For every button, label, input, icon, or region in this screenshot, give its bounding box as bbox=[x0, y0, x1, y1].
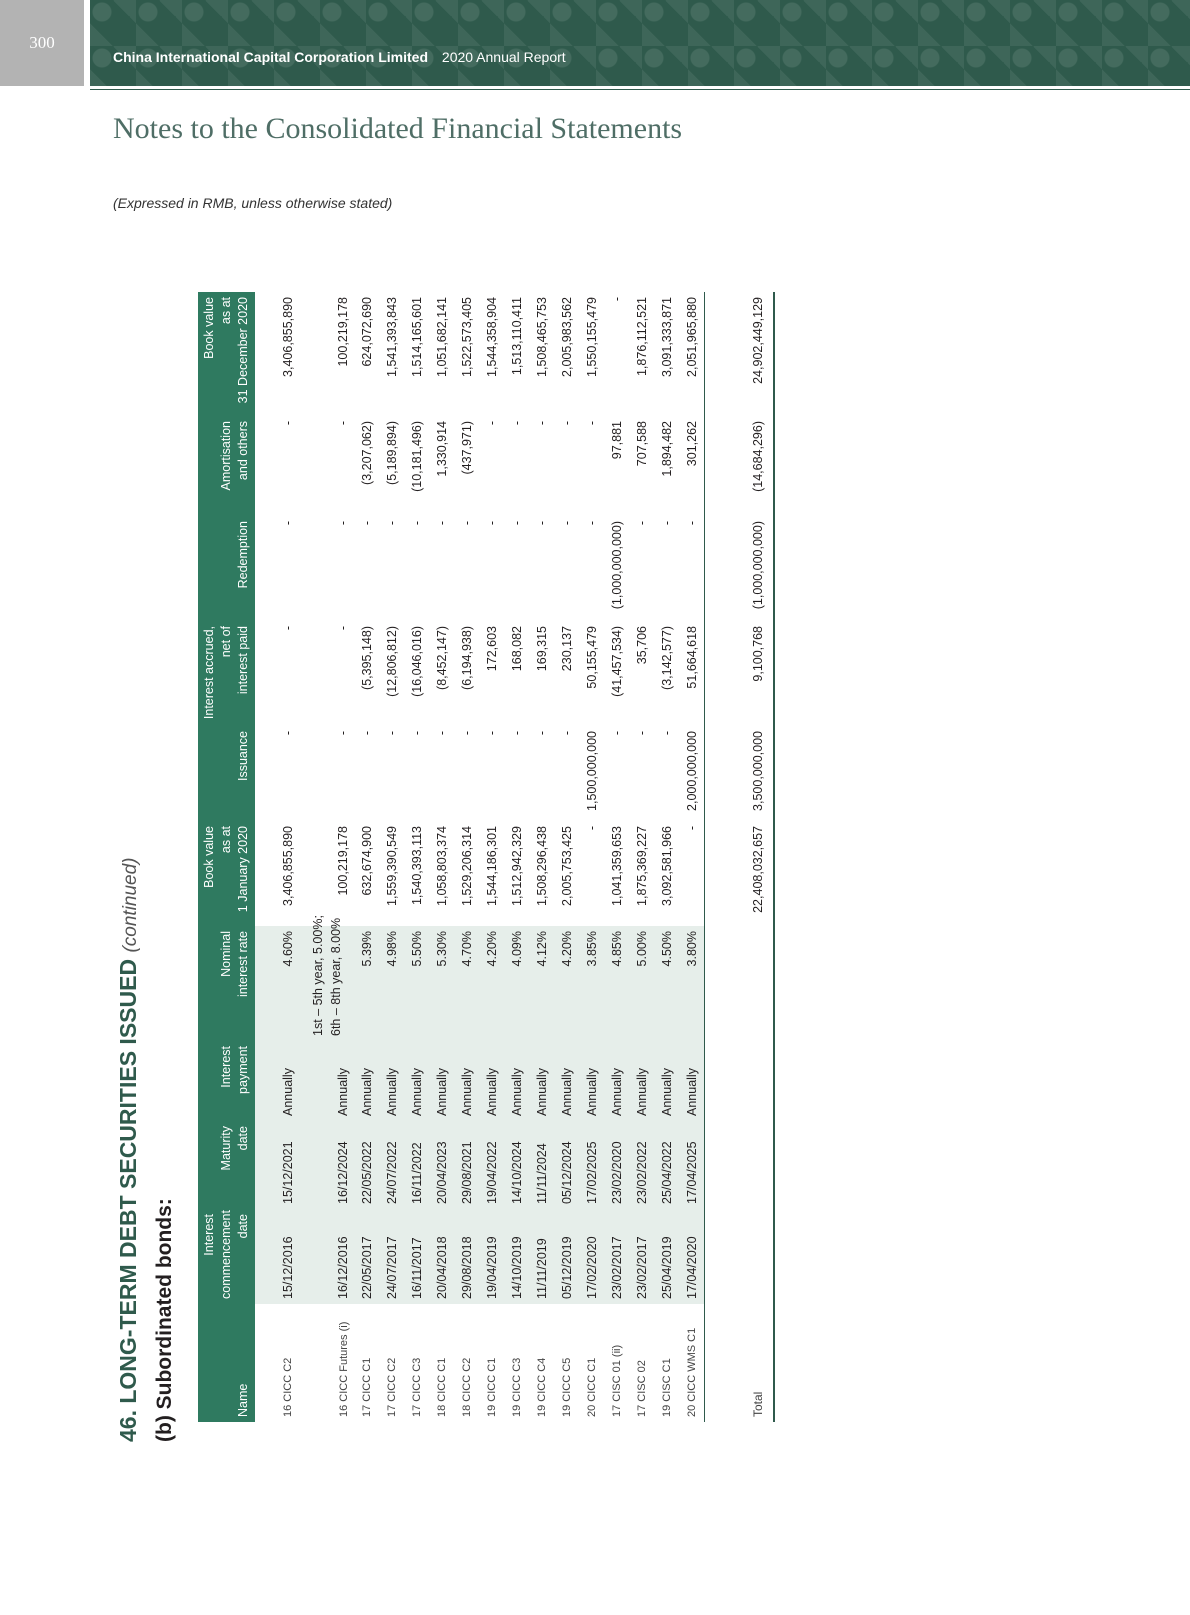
cell-redemption: - bbox=[534, 521, 549, 526]
cell-start: 16/11/2017 bbox=[404, 1209, 429, 1304]
cell-interest: 168,082 bbox=[509, 626, 524, 672]
section-subtitle: (b) Subordinated bonds: bbox=[153, 1198, 176, 1442]
cell-name: 18 CICC C2 bbox=[460, 1357, 473, 1417]
cell-issuance: - bbox=[634, 731, 649, 736]
cell-payment: Annually bbox=[404, 1041, 429, 1121]
cell-rate: 5.50% bbox=[404, 926, 429, 1041]
cell-maturity: 16/12/2024 bbox=[300, 1121, 354, 1209]
cell-name: 17 CISC 02 bbox=[635, 1360, 648, 1417]
cell-maturity: 15/12/2021 bbox=[275, 1121, 300, 1209]
cell-start: 17/04/2020 bbox=[679, 1209, 705, 1304]
cell-redemption: - bbox=[459, 521, 474, 526]
cell-redemption: - bbox=[384, 521, 399, 526]
cell-payment: Annually bbox=[429, 1041, 454, 1121]
cell-book-end: 1,051,682,141 bbox=[434, 297, 449, 377]
cell-start: 29/08/2018 bbox=[454, 1209, 479, 1304]
cell-amortisation: - bbox=[336, 421, 350, 426]
cell-rate: 5.30% bbox=[429, 926, 454, 1041]
header-name: Name bbox=[198, 1304, 255, 1422]
cell-amortisation: (3,207,062) bbox=[359, 421, 374, 485]
cell-maturity: 14/10/2024 bbox=[504, 1121, 529, 1209]
header-text bbox=[113, 49, 566, 65]
cell-amortisation: (5,189,894) bbox=[384, 421, 399, 485]
cell-issuance: - bbox=[384, 731, 399, 736]
table-row bbox=[300, 292, 354, 1422]
total-interest: 9,100,768 bbox=[743, 621, 774, 726]
cell-book-begin: 1,529,206,314 bbox=[459, 826, 474, 906]
cell-interest: 35,706 bbox=[634, 626, 649, 665]
cell-interest: 51,664,618 bbox=[679, 621, 705, 726]
rotated-content bbox=[110, 282, 850, 1442]
header-book-begin: Book value as at 1 January 2020 bbox=[198, 821, 255, 926]
cell-book-end: 1,544,358,904 bbox=[484, 297, 499, 377]
cell-issuance: - bbox=[484, 731, 499, 736]
total-book-begin: 22,408,032,657 bbox=[743, 821, 774, 926]
cell-book-begin: 100,219,178 bbox=[336, 826, 350, 896]
cell-book-end: 2,051,965,880 bbox=[679, 292, 705, 416]
cell-maturity: 20/04/2023 bbox=[429, 1121, 454, 1209]
cell-maturity: 22/05/2022 bbox=[354, 1121, 379, 1209]
cell-redemption: - bbox=[559, 521, 574, 526]
total-redemption: (1,000,000,000) bbox=[743, 516, 774, 621]
spacer-row bbox=[705, 292, 744, 1422]
cell-name: 20 CICC WMS C1 bbox=[679, 1304, 705, 1422]
cell-interest: - bbox=[280, 626, 295, 631]
cell-redemption: - bbox=[679, 516, 705, 621]
cell-issuance: - bbox=[509, 731, 524, 736]
table-row bbox=[354, 292, 379, 1422]
cell-rate bbox=[300, 915, 354, 1041]
cell-redemption: - bbox=[509, 521, 524, 526]
rate-line-2: 6th – 8th year, 8.00% bbox=[329, 917, 343, 1036]
cell-rate: 4.70% bbox=[454, 926, 479, 1041]
table-row bbox=[454, 292, 479, 1422]
cell-book-begin: 3,092,581,966 bbox=[659, 826, 674, 906]
total-empty bbox=[743, 1041, 774, 1121]
cell-maturity: 24/07/2022 bbox=[379, 1121, 404, 1209]
cell-maturity: 23/02/2022 bbox=[629, 1121, 654, 1209]
cell-start: 11/11/2019 bbox=[529, 1209, 554, 1304]
cell-start: 23/02/2017 bbox=[629, 1209, 654, 1304]
cell-interest: (8,452,147) bbox=[434, 626, 449, 690]
total-empty bbox=[743, 1121, 774, 1209]
page-number: 300 bbox=[0, 0, 84, 86]
table-row bbox=[629, 292, 654, 1422]
cell-name: 19 CISC C1 bbox=[660, 1358, 673, 1417]
header-payment: Interest payment bbox=[198, 1041, 255, 1121]
cell-start: 24/07/2017 bbox=[379, 1209, 404, 1304]
cell-book-begin: 3,406,855,890 bbox=[280, 826, 295, 906]
cell-interest: (5,395,148) bbox=[359, 626, 374, 690]
cell-interest: 169,315 bbox=[534, 626, 549, 672]
cell-name: 19 CICC C3 bbox=[510, 1357, 523, 1417]
cell-amortisation: - bbox=[484, 421, 499, 426]
cell-interest: (3,142,577) bbox=[659, 626, 674, 690]
cell-issuance: - bbox=[359, 731, 374, 736]
cell-amortisation: (437,971) bbox=[459, 421, 474, 475]
cell-payment: Annually bbox=[604, 1041, 629, 1121]
cell-book-end: - bbox=[609, 297, 624, 302]
spacer-row bbox=[255, 292, 275, 1422]
cell-maturity: 29/08/2021 bbox=[454, 1121, 479, 1209]
cell-name: 17 CISC 01 (ii) bbox=[610, 1344, 623, 1417]
cell-amortisation: - bbox=[509, 421, 524, 426]
cell-payment: Annually bbox=[654, 1041, 679, 1121]
report-name: 2020 Annual Report bbox=[441, 49, 566, 65]
cell-payment: Annually bbox=[554, 1041, 579, 1121]
cell-maturity: 25/04/2022 bbox=[654, 1121, 679, 1209]
header-book-end: Book value as at 31 December 2020 bbox=[198, 292, 255, 416]
cell-start: 05/12/2019 bbox=[554, 1209, 579, 1304]
cell-book-begin: 1,508,296,438 bbox=[534, 826, 549, 906]
cell-interest: (12,806,812) bbox=[384, 626, 399, 697]
cell-rate: 5.39% bbox=[354, 926, 379, 1041]
cell-maturity: 23/02/2020 bbox=[604, 1121, 629, 1209]
cell-maturity: 05/12/2024 bbox=[554, 1121, 579, 1209]
cell-issuance: - bbox=[459, 731, 474, 736]
cell-payment: Annually bbox=[379, 1041, 404, 1121]
cell-name: 16 CICC Futures (i) bbox=[338, 1321, 350, 1417]
cell-rate: 4.20% bbox=[479, 926, 504, 1041]
cell-interest: (16,046,016) bbox=[409, 626, 424, 697]
cell-start: 17/02/2020 bbox=[579, 1209, 604, 1304]
cell-book-end: 1,522,573,405 bbox=[459, 297, 474, 377]
cell-maturity: 17/04/2025 bbox=[679, 1121, 705, 1209]
currency-note: (Expressed in RMB, unless otherwise stated) bbox=[113, 195, 393, 211]
cell-book-end: 2,005,983,562 bbox=[559, 297, 574, 377]
subordinated-bonds-table bbox=[198, 292, 775, 1422]
cell-issuance: - bbox=[280, 731, 295, 736]
cell-issuance: 1,500,000,000 bbox=[584, 731, 599, 811]
cell-amortisation: 301,262 bbox=[679, 416, 705, 516]
table-row bbox=[504, 292, 529, 1422]
cell-maturity: 17/02/2025 bbox=[579, 1121, 604, 1209]
cell-book-begin: 1,041,359,653 bbox=[609, 826, 624, 906]
rate-line-1: 1st – 5th year, 5.00%; bbox=[311, 915, 325, 1036]
table-row bbox=[579, 292, 604, 1422]
cell-book-end: 1,508,465,753 bbox=[534, 297, 549, 377]
cell-issuance: - bbox=[659, 731, 674, 736]
cell-issuance: - bbox=[534, 731, 549, 736]
cell-book-end: 1,876,112,521 bbox=[634, 297, 649, 377]
cell-payment: Annually bbox=[479, 1041, 504, 1121]
cell-book-end: 1,514,165,601 bbox=[409, 297, 424, 377]
cell-issuance: - bbox=[434, 731, 449, 736]
header-start: Interest commencement date bbox=[198, 1209, 255, 1304]
cell-redemption: (1,000,000,000) bbox=[609, 521, 624, 610]
cell-payment: Annually bbox=[529, 1041, 554, 1121]
cell-name: 16 CICC C2 bbox=[281, 1357, 294, 1417]
table-row bbox=[379, 292, 404, 1422]
header-amortisation: Amortisation and others bbox=[198, 416, 255, 516]
cell-name: 17 CICC C3 bbox=[410, 1357, 423, 1417]
cell-payment: Annually bbox=[579, 1041, 604, 1121]
cell-interest: (6,194,938) bbox=[459, 626, 474, 690]
company-name: China International Capital Corporation Limited bbox=[113, 49, 429, 65]
cell-book-begin: 1,559,390,549 bbox=[384, 826, 399, 906]
cell-amortisation: - bbox=[559, 421, 574, 426]
cell-book-begin: 632,674,900 bbox=[359, 826, 374, 896]
cell-redemption: - bbox=[359, 521, 374, 526]
cell-book-end: 3,091,333,871 bbox=[659, 297, 674, 377]
cell-rate: 4.60% bbox=[275, 926, 300, 1041]
cell-book-end: 3,406,855,890 bbox=[280, 297, 295, 377]
cell-book-end: 1,550,155,479 bbox=[584, 297, 599, 377]
cell-name: 17 CICC C2 bbox=[385, 1357, 398, 1417]
section-continued: (continued) bbox=[120, 857, 141, 953]
cell-amortisation: - bbox=[584, 421, 599, 426]
cell-rate: 4.09% bbox=[504, 926, 529, 1041]
table-row bbox=[429, 292, 454, 1422]
header-banner bbox=[90, 0, 1190, 86]
total-amortisation: (14,684,296) bbox=[743, 416, 774, 516]
cell-book-begin: 1,058,803,374 bbox=[434, 826, 449, 906]
cell-name: 17 CICC C1 bbox=[360, 1357, 373, 1417]
cell-book-begin: - bbox=[679, 821, 705, 926]
cell-rate: 4.12% bbox=[529, 926, 554, 1041]
section-title-text: 46. LONG-TERM DEBT SECURITIES ISSUED bbox=[115, 958, 141, 1442]
cell-start: 22/05/2017 bbox=[354, 1209, 379, 1304]
total-book-end: 24,902,449,129 bbox=[743, 292, 774, 416]
table-row bbox=[554, 292, 579, 1422]
table-row bbox=[679, 292, 705, 1422]
table-row bbox=[404, 292, 429, 1422]
header-interest: Interest accrued, net of interest paid bbox=[198, 621, 255, 726]
cell-name: 20 CICC C1 bbox=[585, 1357, 598, 1417]
cell-issuance: 2,000,000,000 bbox=[679, 726, 705, 821]
cell-rate: 4.98% bbox=[379, 926, 404, 1041]
cell-rate: 4.20% bbox=[554, 926, 579, 1041]
cell-book-end: 100,219,178 bbox=[336, 297, 350, 367]
cell-start: 19/04/2019 bbox=[479, 1209, 504, 1304]
cell-maturity: 19/04/2022 bbox=[479, 1121, 504, 1209]
cell-amortisation: 1,894,482 bbox=[659, 421, 674, 477]
cell-name: 19 CICC C1 bbox=[485, 1357, 498, 1417]
total-empty bbox=[743, 926, 774, 1041]
cell-rate: 3.85% bbox=[579, 926, 604, 1041]
cell-redemption: - bbox=[634, 521, 649, 526]
total-issuance: 3,500,000,000 bbox=[743, 726, 774, 821]
table-row bbox=[275, 292, 300, 1422]
cell-issuance: - bbox=[409, 731, 424, 736]
table-header-row bbox=[198, 292, 255, 1422]
cell-interest: (41,457,534) bbox=[609, 626, 624, 697]
cell-issuance: - bbox=[559, 731, 574, 736]
header-divider bbox=[90, 89, 1190, 90]
page-title: Notes to the Consolidated Financial Statements bbox=[113, 112, 683, 145]
cell-book-end: 1,513,110,411 bbox=[509, 297, 524, 376]
header-rate: Nominal interest rate bbox=[198, 926, 255, 1041]
cell-amortisation: 707,588 bbox=[634, 421, 649, 467]
cell-book-end: 1,541,393,843 bbox=[384, 297, 399, 377]
total-row bbox=[743, 292, 774, 1422]
cell-start: 14/10/2019 bbox=[504, 1209, 529, 1304]
total-empty bbox=[743, 1209, 774, 1304]
cell-name: 19 CICC C5 bbox=[560, 1357, 573, 1417]
cell-rate: 3.80% bbox=[679, 926, 705, 1041]
cell-book-begin: 1,544,186,301 bbox=[484, 826, 499, 906]
table-row bbox=[654, 292, 679, 1422]
cell-payment: Annually bbox=[275, 1041, 300, 1121]
cell-payment: Annually bbox=[354, 1041, 379, 1121]
cell-amortisation: - bbox=[280, 421, 295, 426]
cell-rate: 5.00% bbox=[629, 926, 654, 1041]
cell-start: 23/02/2017 bbox=[604, 1209, 629, 1304]
cell-book-begin: 1,875,369,227 bbox=[634, 826, 649, 906]
total-label: Total bbox=[743, 1304, 774, 1422]
cell-redemption: - bbox=[336, 521, 350, 526]
cell-issuance: - bbox=[336, 731, 350, 736]
cell-redemption: - bbox=[584, 521, 599, 526]
cell-book-begin: 2,005,753,425 bbox=[559, 826, 574, 906]
cell-redemption: - bbox=[409, 521, 424, 526]
cell-issuance: - bbox=[609, 731, 624, 736]
table-row bbox=[529, 292, 554, 1422]
cell-rate: 4.85% bbox=[604, 926, 629, 1041]
cell-amortisation: 1,330,914 bbox=[434, 421, 449, 477]
cell-name: 18 CICC C1 bbox=[435, 1357, 448, 1417]
cell-book-begin: - bbox=[584, 826, 599, 831]
cell-payment: Annually bbox=[300, 1041, 354, 1121]
cell-payment: Annually bbox=[504, 1041, 529, 1121]
cell-payment: Annually bbox=[629, 1041, 654, 1121]
cell-amortisation: - bbox=[534, 421, 549, 426]
cell-start: 16/12/2016 bbox=[300, 1209, 354, 1304]
cell-redemption: - bbox=[434, 521, 449, 526]
cell-rate: 4.50% bbox=[654, 926, 679, 1041]
table-row bbox=[479, 292, 504, 1422]
cell-maturity: 16/11/2022 bbox=[404, 1121, 429, 1209]
cell-name: 19 CICC C4 bbox=[535, 1357, 548, 1417]
section-title bbox=[115, 857, 142, 1442]
cell-start: 25/04/2019 bbox=[654, 1209, 679, 1304]
cell-start: 15/12/2016 bbox=[275, 1209, 300, 1304]
header-issuance: Issuance bbox=[198, 726, 255, 821]
header-maturity: Maturity date bbox=[198, 1121, 255, 1209]
cell-amortisation: (10,181,496) bbox=[409, 421, 424, 492]
cell-payment: Annually bbox=[679, 1041, 705, 1121]
cell-redemption: - bbox=[280, 521, 295, 526]
cell-interest: - bbox=[336, 626, 350, 631]
cell-interest: 50,155,479 bbox=[584, 626, 599, 689]
cell-redemption: - bbox=[659, 521, 674, 526]
cell-book-begin: 1,540,393,113 bbox=[409, 826, 424, 906]
cell-amortisation: 97,881 bbox=[609, 421, 624, 460]
cell-book-begin: 1,512,942,329 bbox=[509, 826, 524, 906]
header-redemption: Redemption bbox=[198, 516, 255, 621]
cell-interest: 172,603 bbox=[484, 626, 499, 672]
cell-payment: Annually bbox=[454, 1041, 479, 1121]
cell-interest: 230,137 bbox=[559, 626, 574, 672]
cell-book-end: 624,072,690 bbox=[359, 297, 374, 367]
cell-maturity: 11/11/2024 bbox=[529, 1121, 554, 1209]
cell-start: 20/04/2018 bbox=[429, 1209, 454, 1304]
cell-redemption: - bbox=[484, 521, 499, 526]
table-row bbox=[604, 292, 629, 1422]
